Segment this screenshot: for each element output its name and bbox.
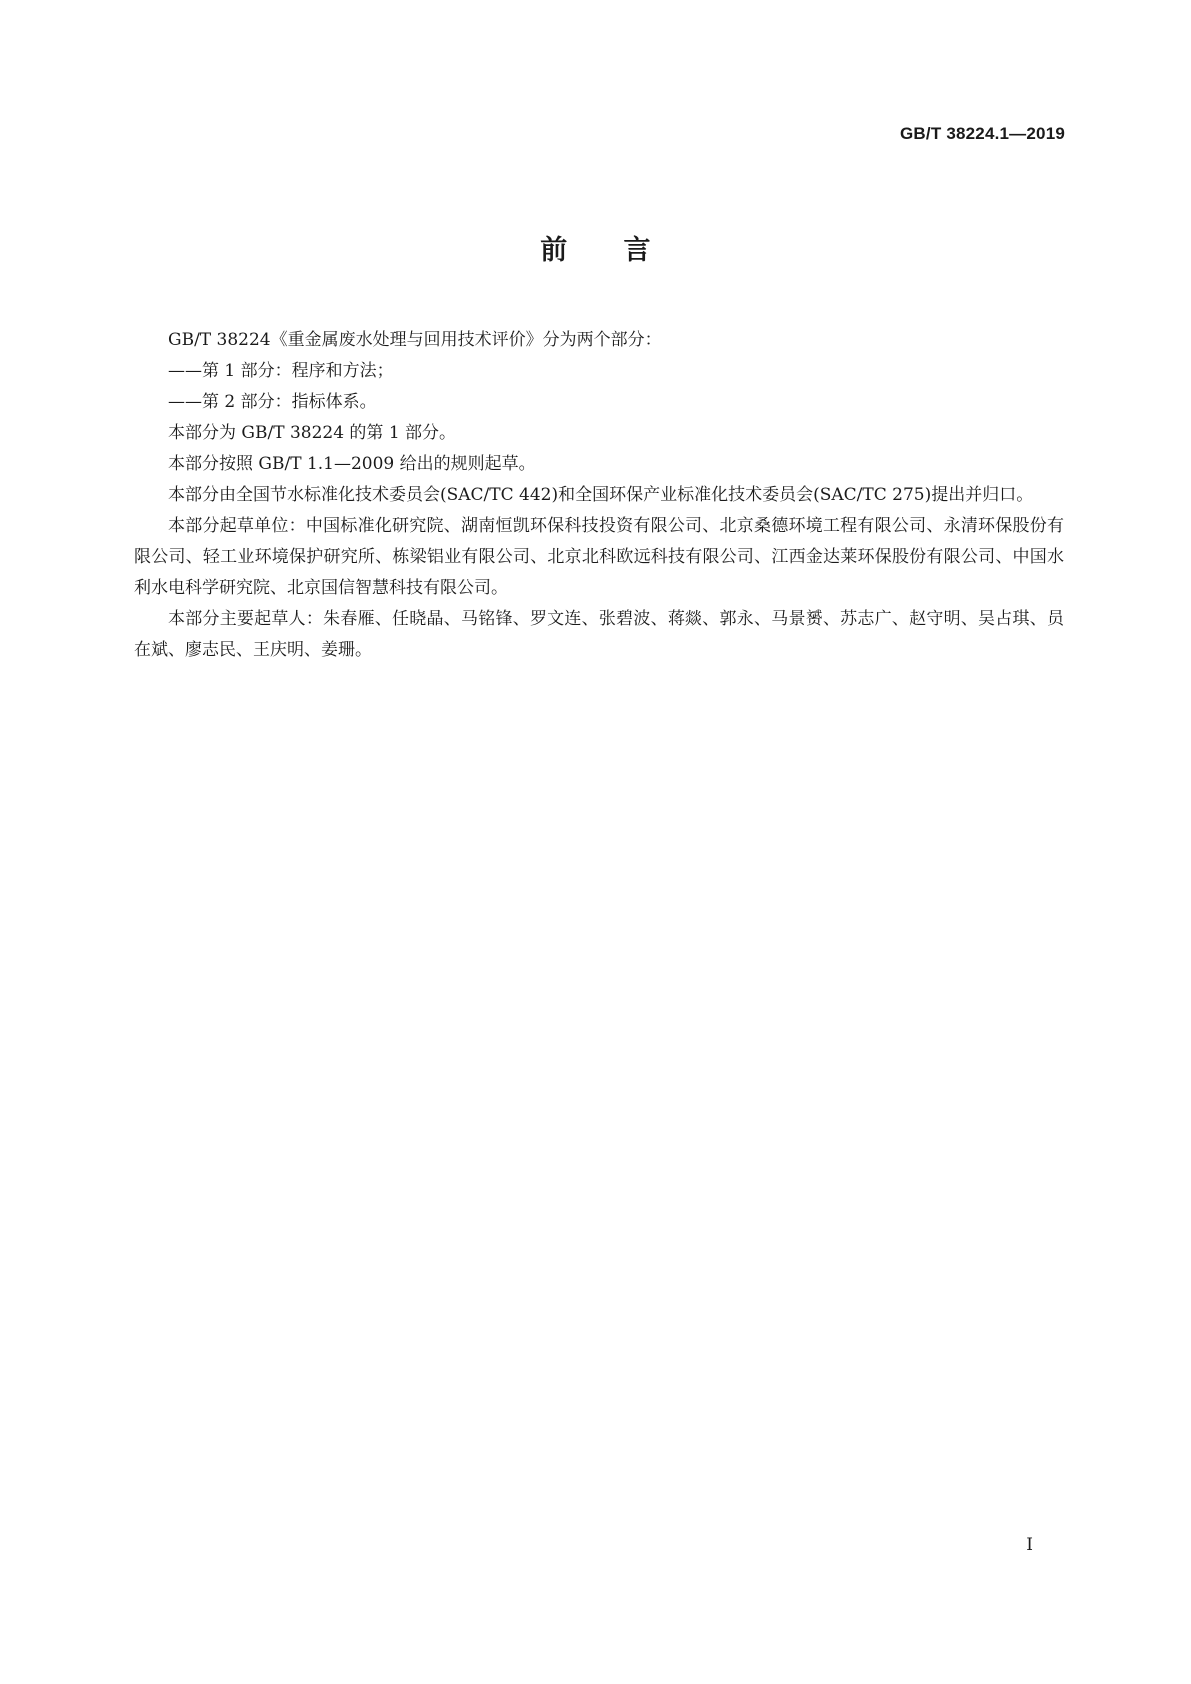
paragraph-proposed-by: 本部分由全国节水标准化技术委员会(SAC/TC 442)和全国环保产业标准化技术委员会(SAC/TC 275)提出并归口。	[168, 485, 1034, 505]
paragraph-part-1: ——第 1 部分：程序和方法；	[168, 361, 394, 381]
paragraph-this-part: 本部分为 GB/T 38224 的第 1 部分。	[168, 423, 457, 443]
title-char-2: 言	[623, 235, 651, 266]
paragraph-parts-intro: GB/T 38224《重金属废水处理与回用技术评价》分为两个部分：	[168, 330, 662, 350]
title-char-1: 前	[540, 235, 568, 266]
paragraph-part-2: ——第 2 部分：指标体系。	[168, 392, 377, 412]
standard-code: GB/T 38224.1—2019	[900, 124, 1065, 143]
foreword-body	[134, 325, 1064, 666]
paragraph-drafting-units: 本部分起草单位：中国标准化研究院、湖南恒凯环保科技投资有限公司、北京桑德环境工程有限公司、永清环保股份有限公司、轻工业环境保护研究所、栋梁铝业有限公司、北京北科欧远科技有限公司、江西金达莱环保股份有限公司、中国水利水电科学研究院、北京国信智慧科技有限公司。	[134, 516, 1064, 598]
page-title	[0, 228, 1191, 267]
page-number: I	[1026, 1535, 1033, 1555]
paragraph-drafters: 本部分主要起草人：朱春雁、任晓晶、马铭锋、罗文连、张碧波、蒋燚、郭永、马景赟、苏志广、赵守明、吴占琪、员在斌、廖志民、王庆明、姜珊。	[134, 609, 1064, 660]
paragraph-drafting-rules: 本部分按照 GB/T 1.1—2009 给出的规则起草。	[168, 454, 536, 474]
